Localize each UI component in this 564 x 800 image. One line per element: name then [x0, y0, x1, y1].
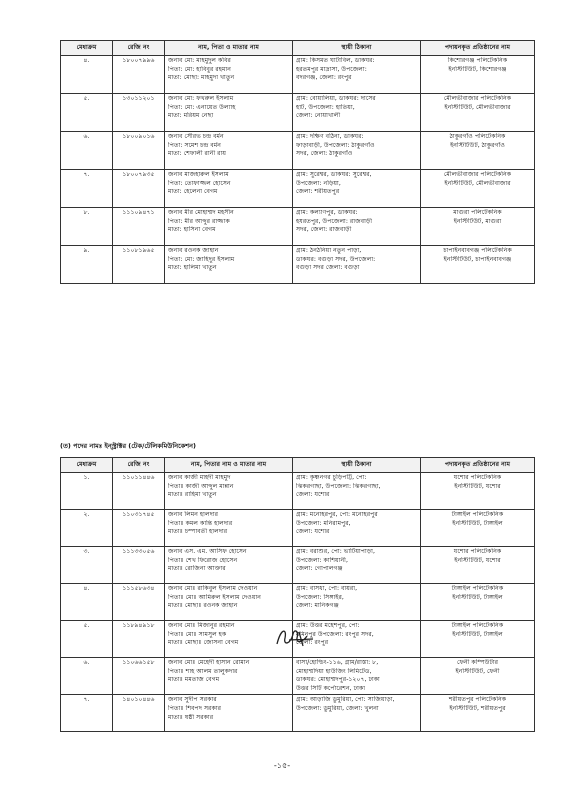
col-header-name: নাম, পিতা ও মাতার নাম: [165, 41, 293, 56]
reg-cell: ১১০৩১৭৪৫: [113, 510, 165, 547]
name-cell: [165, 246, 293, 284]
address-cell: [293, 208, 421, 246]
col-header-posting: পদায়নকৃত প্রতিষ্ঠানের নাম: [421, 458, 535, 473]
address-cell: [293, 695, 421, 732]
address-line: জেলা: রংপুর: [296, 639, 329, 647]
name-line: মাতাঃ মমতাজ বেগম: [168, 676, 220, 684]
name-cell: [165, 208, 293, 246]
name-line: পিতাঃ মোঃ আমিরুল ইসলাম দেওয়ান: [168, 593, 261, 601]
name-line: পিতা: তোফাজ্জল হোসেন: [168, 179, 231, 187]
address-line: হযরতপুর, উপজেলা: রাজবাড়ী: [296, 217, 373, 225]
name-line: জনাব মো: ফখরুল ইসলাম: [168, 95, 234, 102]
name-line: পিতাঃ কাজী আব্দুল মান্নান: [168, 482, 234, 490]
name-line: পিতাঃ মোঃ সামসুল হক: [168, 630, 227, 638]
address-line: জেলা: যশোর: [296, 528, 330, 536]
page-number: -১৫-: [273, 761, 291, 770]
name-cell: [165, 473, 293, 510]
name-line: মাতাঃ মোছাঃ রওনক জাহান: [168, 602, 238, 610]
address-cell: [293, 170, 421, 208]
reg-cell: ১১০৬৬১৫৮: [113, 658, 165, 695]
name-line: মাতা: হালিমা খাতুন: [168, 264, 217, 272]
posting-cell: [421, 658, 535, 695]
name-line: জনাব মোঃ রাকিবুল ইসলাম দেওয়ান: [168, 585, 258, 592]
serial-cell: ৯.: [61, 246, 113, 284]
name-line: জনাব মাজহারুল ইসলাম: [168, 171, 229, 178]
name-line: জনাব মোঃ মেহেদী হাসান রোমান: [168, 659, 250, 666]
name-line: পিতা: মো: জাহিদুর ইসলাম: [168, 255, 235, 263]
posting-cell: [421, 56, 535, 94]
posting-cell: [421, 510, 535, 547]
posting-line: ইনস্টিটিউট, চাপাইনবাবগঞ্জ: [443, 255, 512, 263]
posting-line: ঠাকুরগাঁও পলিটেকনিক: [449, 133, 506, 140]
address-line: হরতমপুর মাদ্রাসা, উপজেলা:: [296, 65, 367, 73]
address-line: গ্রাম: বাসধা, পো: বায়রা,: [296, 585, 358, 592]
address-line: গ্রাম: আড়াজি ডুমুরিয়া, পো: সাজিয়াড়া,: [296, 696, 395, 704]
address-cell: [293, 510, 421, 547]
name-line: মাতাঃ মোছাঃ জোসনা বেগম: [168, 639, 239, 647]
serial-cell: ৭.: [61, 170, 113, 208]
reg-cell: ১১১০৯৪৭১: [113, 208, 165, 246]
signature-image: [269, 624, 329, 650]
address-line: গ্রাম: মনোহরপুর, পো: মনোহরপুর: [296, 511, 378, 518]
address-line: বগুড়া সদর জেলা: বগুড়া: [296, 264, 360, 272]
address-cell: [293, 473, 421, 510]
name-line: জনাব মো: মাহমুদুল কবির: [168, 57, 231, 64]
address-line: গ্রাম: সুরেশ্বর, ডাকঘর: সুরেশ্বর,: [296, 171, 372, 178]
posting-line: টাঙ্গাইল পলিটেকনিক: [451, 622, 504, 629]
name-line: জনাব সৌরভ চন্দ্র বর্মন: [168, 133, 224, 140]
table-row: [61, 208, 535, 246]
table-row: [61, 510, 535, 547]
name-cell: [165, 56, 293, 94]
address-line: উপজেলা: মনিরামপুর,: [296, 519, 351, 527]
col-header-posting: পদায়নকৃত প্রতিষ্ঠানের নাম: [421, 41, 535, 56]
address-line: জেলা: মানিকগঞ্জ: [296, 602, 339, 610]
name-line: পিতা: মীর আব্দুর রাজ্জাক: [168, 217, 230, 225]
address-line: উত্তর সিটি কর্পোরেশন, ঢাকা: [296, 684, 365, 692]
posting-line: ইনস্টিটিউট, শরীয়তপুর: [449, 704, 506, 712]
posting-line: ইনস্টিটিউট, মৌলভীবাজার: [444, 179, 511, 187]
posting-table-1: [60, 40, 535, 284]
address-cell: [293, 94, 421, 132]
serial-cell: ৪.: [61, 56, 113, 94]
address-line: গ্রাম: বরাশুর, পো: ভাটিয়াপাড়া,: [296, 548, 375, 555]
address-line: উপজেলা: নড়িয়া,: [296, 179, 341, 187]
table-row: [61, 584, 535, 621]
posting-line: টাঙ্গাইল পলিটেকনিক: [451, 585, 504, 592]
serial-cell: ৭.: [61, 695, 113, 732]
table-header-row: [61, 458, 535, 473]
name-line: পিতাঃ কমল কান্তি হালদার: [168, 519, 233, 527]
address-line: ডাকঘর: বগুড়া সদর, উপজেলা:: [296, 255, 376, 263]
address-cell: [293, 584, 421, 621]
address-line: গ্রাম: ঠনঠনিয়া নতুন পাড়া,: [296, 247, 362, 254]
name-line: পিতা: সমেশ চন্দ্র বর্মন: [168, 141, 221, 149]
posting-cell: [421, 695, 535, 732]
address-line: গ্রাম: দক্ষিণ বঠিনা, ডাকঘর:: [296, 133, 364, 140]
posting-line: যশোর পলিটেকনিক: [453, 474, 502, 481]
posting-line: যশোর পলিটেকনিক: [453, 548, 502, 555]
reg-cell: ১৪০১০৪৪৬: [113, 695, 165, 732]
name-line: মাতা: হেলেনা বেগম: [168, 188, 218, 196]
posting-line: টাঙ্গাইল পলিটেকনিক: [451, 511, 504, 518]
col-header-reg: রেজি নং: [113, 458, 165, 473]
col-header-name: নাম, পিতার নাম ও মাতার নাম: [165, 458, 293, 473]
table-row: [61, 132, 535, 170]
name-cell: [165, 695, 293, 732]
serial-cell: ৬.: [61, 132, 113, 170]
address-line: উপজেলা: ডুমুরিয়া, জেলা: খুলনা: [296, 704, 379, 712]
address-line: জেলা: গোপালগঞ্জ: [296, 565, 343, 573]
address-cell: [293, 132, 421, 170]
posting-line: ইনস্টিটিউট, ফেনী: [455, 667, 500, 675]
posting-cell: [421, 208, 535, 246]
table-row: [61, 658, 535, 695]
posting-line: ফেনী কম্পিউটার: [456, 659, 499, 666]
posting-line: ইনস্টিটিউট, কিশোরগঞ্জ: [448, 65, 507, 73]
posting-line: ইনস্টিটিউট, টাঙ্গাইল: [452, 519, 503, 527]
serial-cell: ৬.: [61, 658, 113, 695]
posting-line: মাগুরা পলিটেকনিক: [453, 209, 502, 216]
name-line: জনাব রওনক জাহান: [168, 247, 219, 254]
address-line: ঝিকরগাছা, উপজেলা: ঝিকরগাছা,: [296, 482, 381, 490]
table-row: [61, 246, 535, 284]
address-line: জেলা: যশোর: [296, 491, 330, 499]
reg-cell: ১১১৩৩০৫৬: [113, 547, 165, 584]
serial-cell: ২.: [61, 510, 113, 547]
address-line: সদর, জেলা: ঠাকুরগাঁও: [296, 150, 353, 158]
address-line: হাট, উপজেলা: হাতিয়া,: [296, 103, 355, 111]
name-line: পিতা: মো: এনায়েত উল্যাহ: [168, 103, 236, 111]
posting-cell: [421, 621, 535, 658]
posting-cell: [421, 170, 535, 208]
address-line: গ্রাম: কল্যাণপুর, ডাকঘর:: [296, 209, 358, 216]
name-cell: [165, 132, 293, 170]
col-header-reg: রেজি নং: [113, 41, 165, 56]
table-row: [61, 56, 535, 94]
name-line: জনাব এস. এম. আসিফ হোসেন: [168, 548, 247, 555]
address-line: গ্রাম: কিসমত ঘাটাবিল, ডাকঘর:: [296, 57, 375, 64]
name-line: জনাব লিমন হালদার: [168, 511, 219, 518]
serial-cell: ৫.: [61, 94, 113, 132]
address-line: বদরগঞ্জ, জেলা: রংপুর: [296, 74, 352, 82]
address-line: ডাকঘর: মোহাম্মদপুর-১২০৭, ঢাকা: [296, 676, 380, 684]
address-line: সদর, জেলা: রাজবাড়ী: [296, 226, 352, 234]
posting-cell: [421, 584, 535, 621]
table-row: [61, 473, 535, 510]
address-cell: [293, 246, 421, 284]
serial-cell: ৪.: [61, 584, 113, 621]
posting-cell: [421, 246, 535, 284]
posting-cell: [421, 547, 535, 584]
name-line: পিতা: মো: হাবিবুর রহমান: [168, 65, 231, 73]
name-line: মাতাঃ ষষ্ঠী সরকার: [168, 713, 214, 721]
name-cell: [165, 584, 293, 621]
posting-line: ইনস্টিটিউট, ঠাকুরগাঁও: [450, 141, 505, 149]
serial-cell: ৮.: [61, 208, 113, 246]
name-line: মাতাঃ রোজিনা আক্তার: [168, 565, 226, 573]
name-line: মাতা: মোছা: মাহমুদা খাতুন: [168, 74, 235, 82]
address-line: বাসা/হোল্ডিং-১১৬, গ্রাম/রাস্তা: ৮,: [296, 659, 379, 666]
name-line: জনাব মোঃ মিজানুর রহমান: [168, 622, 235, 629]
posting-line: কিশোরগঞ্জ পলিটেকনিক: [447, 57, 508, 64]
name-line: মাতা: শেফালী রানী রায়: [168, 150, 227, 158]
posting-line: ইনস্টিটিউট, যশোর: [454, 556, 501, 564]
address-line: জেলা: শরীয়তপুর: [296, 188, 340, 196]
posting-line: শরীয়তপুর পলিটেকনিক: [448, 696, 507, 704]
posting-cell: [421, 132, 535, 170]
reg-cell: ১১০৮১৯৬৫: [113, 246, 165, 284]
name-line: জনাব সুদীপ সরকার: [168, 696, 217, 704]
address-line: উপজেলা: কাশিয়ানী,: [296, 556, 348, 564]
name-cell: [165, 658, 293, 695]
table-row: [61, 547, 535, 584]
name-line: মাতা: মরিয়ম নেছা: [168, 112, 214, 120]
name-line: মাতা: হাসিনা বেগম: [168, 226, 216, 234]
address-line: গ্রাম: কৃষ্ণনগর চুড়িপট্টি, পো:: [296, 474, 367, 481]
table-header-row: [61, 41, 535, 56]
name-cell: [165, 170, 293, 208]
name-line: জনাব কাজী মাহদী মাহমুদ: [168, 474, 231, 481]
posting-line: চাপাইনবাবগঞ্জ পলিটেকনিক: [443, 247, 512, 254]
name-cell: [165, 94, 293, 132]
name-line: মাতাঃ রাহিমা খাতুন: [168, 491, 217, 499]
serial-cell: ৫.: [61, 621, 113, 658]
address-line: মোহাম্মদিয়া হাউজিং লিমিটেড,: [296, 667, 372, 675]
name-line: মাতাঃ চম্পাবতী হালদার: [168, 528, 228, 536]
reg-cell: ১১৮৯৪৯১৮: [113, 621, 165, 658]
address-cell: [293, 56, 421, 94]
posting-line: ইনস্টিটিউট, টাঙ্গাইল: [452, 630, 503, 638]
table-row: [61, 94, 535, 132]
posting-line: ইনস্টিটিউট, যশোর: [454, 482, 501, 490]
serial-cell: ১.: [61, 473, 113, 510]
posting-line: ইনস্টিটিউট, টাঙ্গাইল: [452, 593, 503, 601]
posting-line: ইনস্টিটিউট, মাগুরা: [453, 217, 502, 225]
table-row: [61, 170, 535, 208]
name-line: জনাব মীর মোহাম্মদ মহসীন: [168, 209, 234, 216]
name-cell: [165, 510, 293, 547]
address-line: গ্রাম: উত্তর মহেশপুর, পো:: [296, 622, 360, 629]
posting-cell: [421, 473, 535, 510]
col-header-address: স্থায়ী ঠিকানা: [293, 458, 421, 473]
address-line: জেলা: নোয়াখালী: [296, 112, 341, 120]
serial-cell: ৩.: [61, 547, 113, 584]
reg-cell: ১৮০০৯০১৬: [113, 132, 165, 170]
name-line: পিতাঃ শিবপদ সরকার: [168, 704, 221, 712]
posting-table-2: [60, 457, 535, 732]
reg-cell: ১৮০০৭৯৩৫: [113, 170, 165, 208]
reg-cell: ১৮০০৭৯৯৬: [113, 56, 165, 94]
address-cell: [293, 658, 421, 695]
address-line: উপজেলা: সিঙ্গাইর,: [296, 593, 344, 601]
name-line: পিতাঃ শেখ ফিরোজ হোসেন: [168, 556, 238, 564]
address-line: গ্রাম: বোয়ালিয়া, ডাকঘর: দাসের: [296, 95, 376, 102]
posting-cell: [421, 94, 535, 132]
col-header-serial: মেধাক্রম: [61, 458, 113, 473]
posting-line: ইনস্টিটিউট, মৌলভীবাজার: [444, 103, 511, 111]
posting-line: মৌলভীবাজার পলিটেকনিক: [443, 171, 512, 178]
reg-cell: ১১০১১৪৪৬: [113, 473, 165, 510]
reg-cell: ১১১৫৮৬৩৪: [113, 584, 165, 621]
address-line: ফাড়াবাড়ী, উপজেলা: ঠাকুরগাঁও: [296, 141, 375, 149]
name-cell: [165, 547, 293, 584]
col-header-address: স্থায়ী ঠিকানা: [293, 41, 421, 56]
address-cell: [293, 547, 421, 584]
section-caption: (ত) পদের নামঃ ইন্‌স্ট্রাক্টর (টেক/টেলিকমিউনিকেশন): [60, 442, 196, 450]
posting-line: মৌলভীবাজার পলিটেকনিক: [443, 95, 512, 102]
col-header-serial: মেধাক্রম: [61, 41, 113, 56]
table-row: [61, 695, 535, 732]
address-line: মমিনপুর উপজেলা: রংপুর সদর,: [296, 630, 374, 638]
name-line: পিতাঃ শাহ আলম তালুকদার: [168, 667, 238, 675]
reg-cell: ১৩০১১২০১: [113, 94, 165, 132]
